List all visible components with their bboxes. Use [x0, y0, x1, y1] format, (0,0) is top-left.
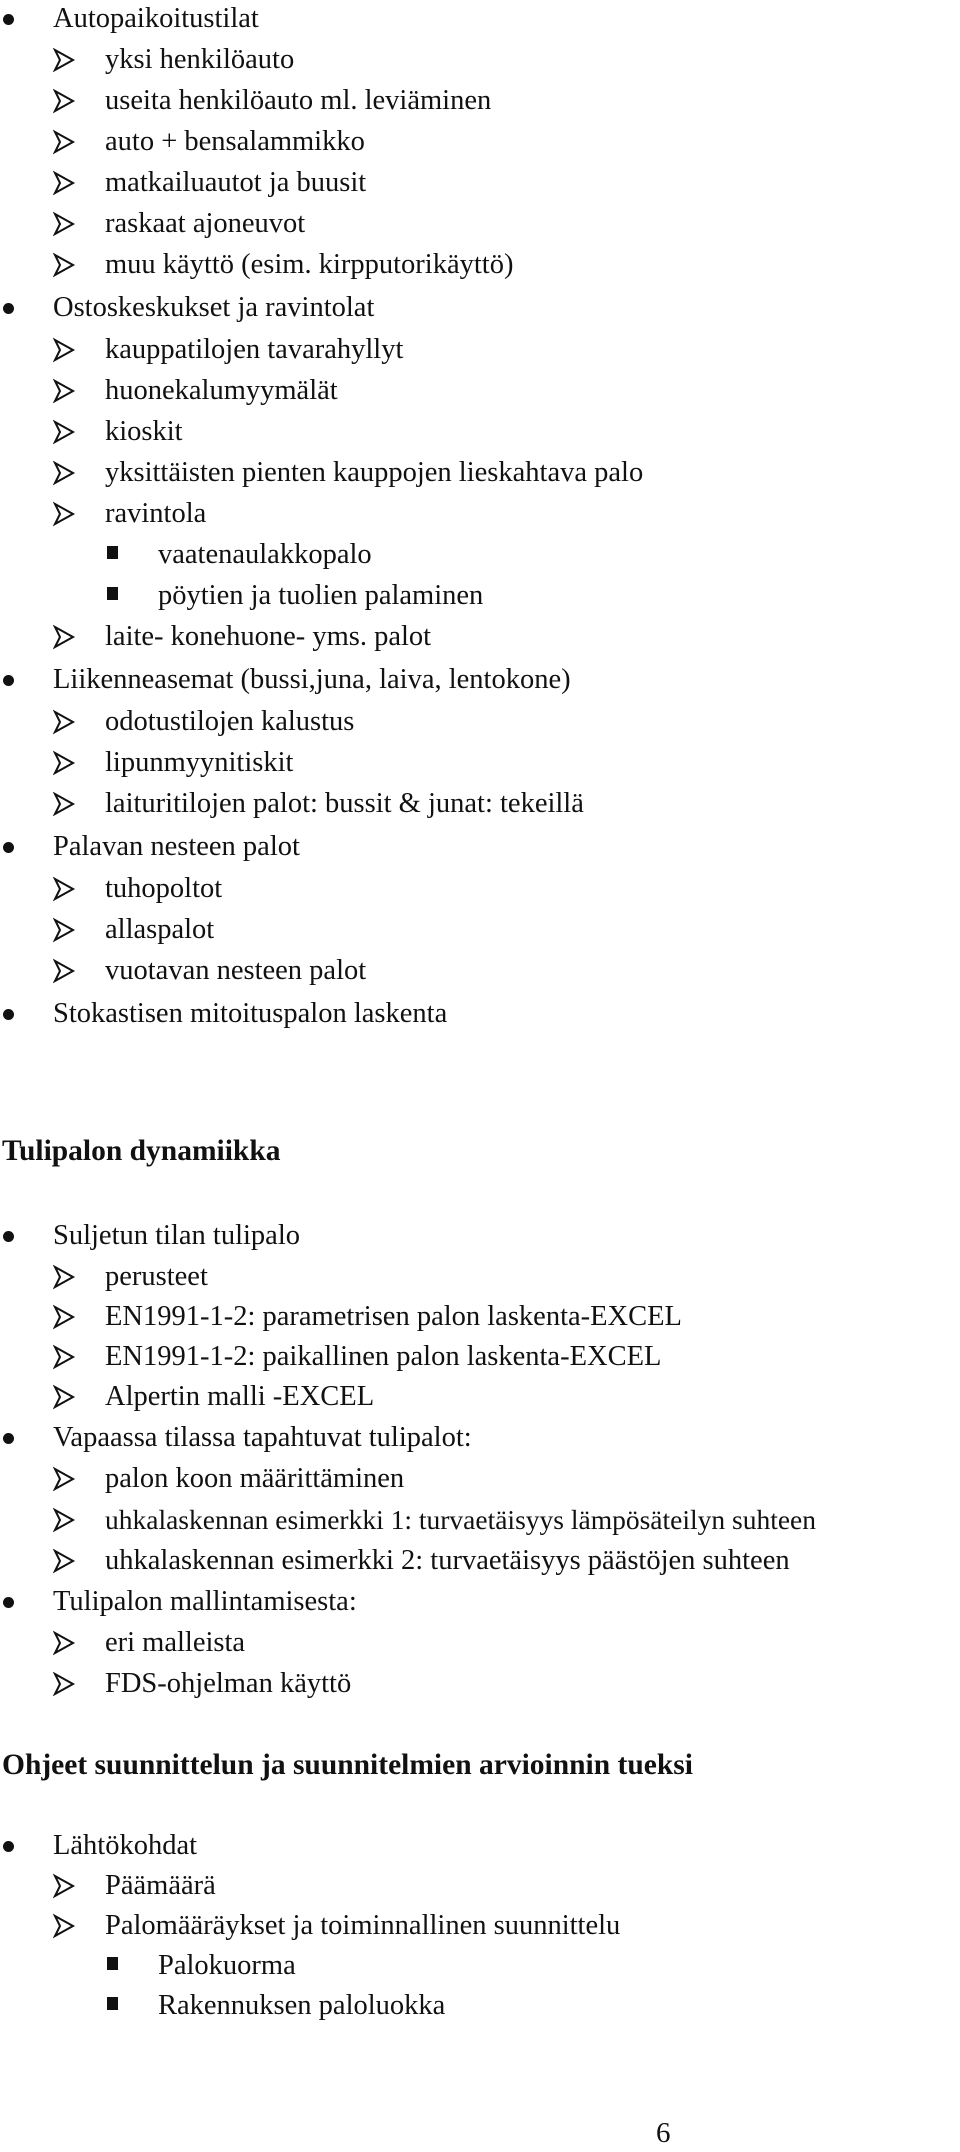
arrow-bullet-icon	[53, 787, 77, 830]
section-heading: Tulipalon dynamiikka	[2, 1135, 281, 1167]
arrow-bullet-icon	[53, 913, 77, 956]
bullet-dot-icon	[3, 303, 14, 314]
arrow-bullet-icon	[53, 207, 77, 250]
arrow-bullet-icon	[53, 705, 77, 748]
square-bullet-icon	[107, 1957, 118, 1970]
arrow-bullet-icon	[53, 1544, 77, 1587]
square-bullet-icon	[107, 546, 118, 559]
arrow-bullet-icon	[53, 1340, 77, 1383]
arrow-bullet-icon	[53, 1869, 77, 1912]
arrow-bullet-icon	[53, 872, 77, 915]
arrow-bullet-icon	[53, 248, 77, 291]
arrow-bullet-icon	[53, 1260, 77, 1303]
arrow-bullet-icon	[53, 1626, 77, 1669]
bullet-dot-icon	[3, 675, 14, 686]
arrow-bullet-icon	[53, 456, 77, 499]
bullet-dot-icon	[3, 1841, 14, 1852]
arrow-bullet-icon	[53, 333, 77, 376]
section-heading: Ohjeet suunnittelun ja suunnitelmien arvioinnin tueksi	[2, 1749, 693, 1781]
arrow-bullet-icon	[53, 374, 77, 417]
bullet-dot-icon	[3, 842, 14, 853]
arrow-bullet-icon	[53, 125, 77, 168]
arrow-bullet-icon	[53, 166, 77, 209]
arrow-bullet-icon	[53, 84, 77, 127]
arrow-bullet-icon	[53, 415, 77, 458]
arrow-bullet-icon	[53, 497, 77, 540]
arrow-bullet-icon	[53, 43, 77, 86]
bullet-dot-icon	[3, 1433, 14, 1444]
square-bullet-icon	[107, 1997, 118, 2010]
arrow-bullet-icon	[53, 1462, 77, 1505]
arrow-bullet-icon	[53, 1503, 77, 1546]
arrow-bullet-icon	[53, 1667, 77, 1710]
arrow-bullet-icon	[53, 954, 77, 997]
arrow-bullet-icon	[53, 746, 77, 789]
bullet-dot-icon	[3, 14, 14, 25]
arrow-bullet-icon	[53, 1380, 77, 1423]
arrow-bullet-icon	[53, 1300, 77, 1343]
square-bullet-icon	[107, 587, 118, 600]
bullet-dot-icon	[3, 1009, 14, 1020]
arrow-bullet-icon	[53, 1909, 77, 1952]
page-number: 6	[656, 2117, 671, 2149]
document-page: Autopaikoitustilat yksi henkilöauto useita henkilöauto ml. leviäminen auto + bensalammikko matkailuautot ja buusit raskaat ajoneuvot muu käyttö (esim. kirpputorikäyttö) Ostoskeskukset ja ravintolat kauppatilojen tavarahyllyt huonekalumyymälät kioskit yksittäisten pienten kauppojen lieskahtava palo ravintola vaatenaulakkopalo pöytien ja tuolien palaminen laite- konehuone- yms. palot Liikenneasemat (bussi,juna, laiva, lentokone) odotustilojen kalustus lipunmyynitiskit laituritilojen palot: bussit & junat: tekeillä Palavan nesteen palot tuhopoltot allaspalot vuotavan nesteen palot Stokastisen mitoituspalon laskenta Tulipalon dynamiikka Suljetun tilan tulipalo perusteet EN1991-1-2: parametrisen palon laskenta-EXCEL EN1991-1-2: paikallinen palon laskenta-EXCEL Alpertin malli -EXCEL Vapaassa tilassa tapahtuvat tulipalot: palon koon määrittäminen uhkalaskennan esimerkki 1: turvaetäisyys lämpösäteilyn suhteen uhkalaskennan esimerkki 2: turvaetäisyys päästöjen suhteen Tulipalon mallintamisesta: eri malleista FDS-ohjelman käyttö Ohjeet suunnittelun ja suunnitelmien arvioinnin tueksi Lähtökohdat Päämäärä Palomääräykset ja toiminnallinen suunnittelu Palokuorma Rakennuksen paloluokka 6	[2, 3, 816, 2149]
bullet-dot-icon	[3, 1231, 14, 1242]
arrow-bullet-icon	[53, 620, 77, 663]
bullet-dot-icon	[3, 1597, 14, 1608]
